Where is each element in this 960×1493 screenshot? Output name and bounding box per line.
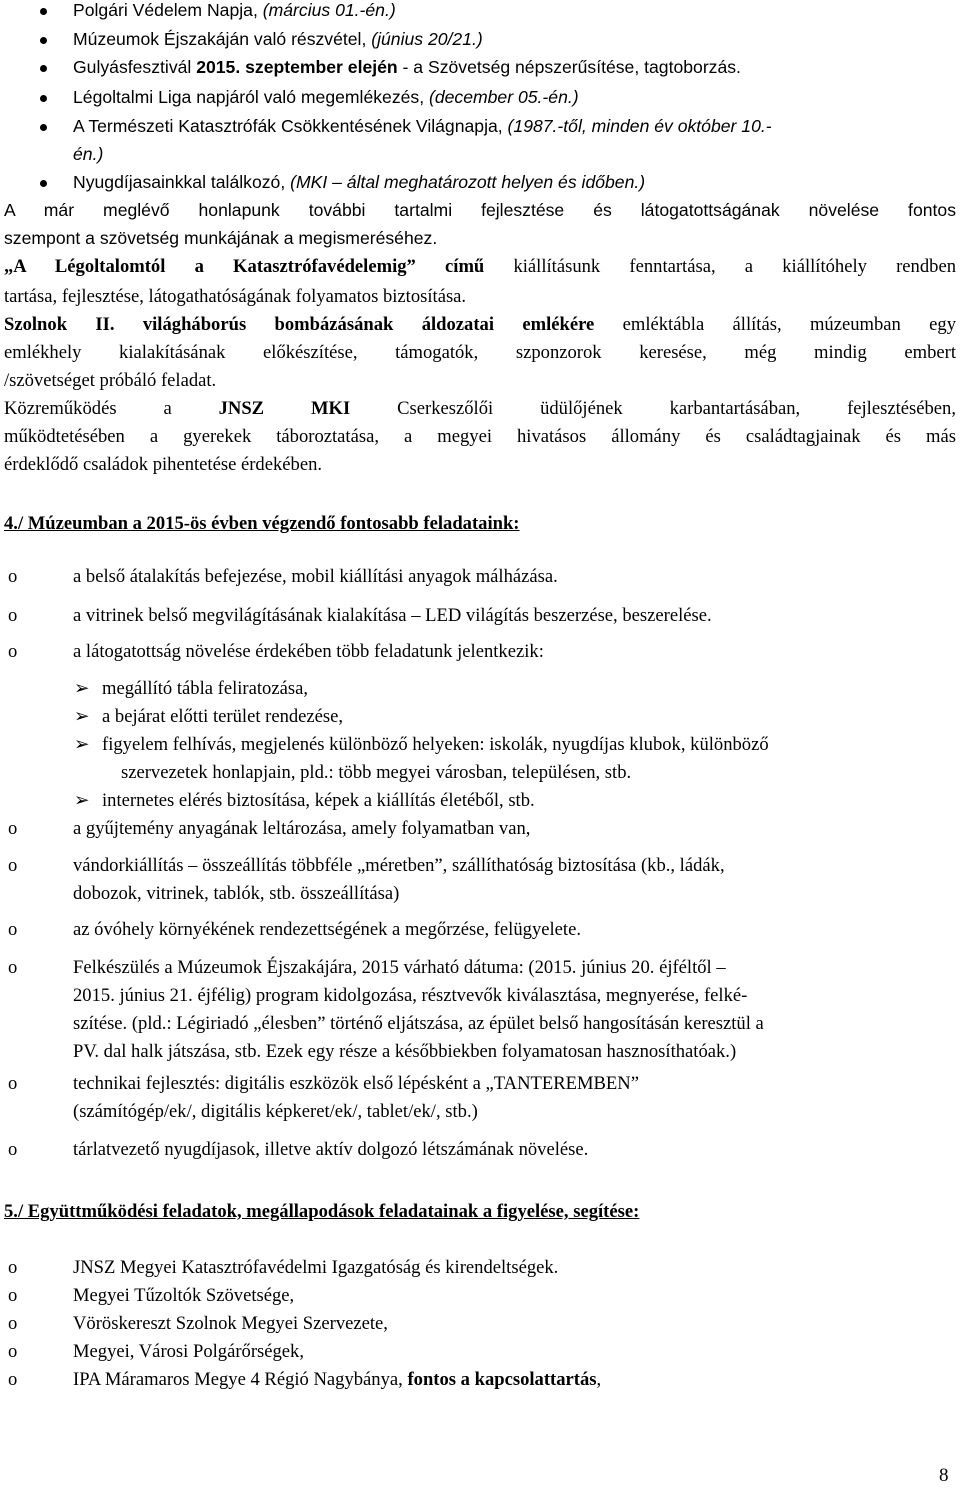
paragraph-line: Szolnok II. világháborús bombázásának áldozatai emlékére emléktábla állítás, múzeumban egy: [4, 314, 957, 335]
list-item: vándorkiállítás – összeállítás többféle „méretben”, szállíthatóság biztosítása (kb., ládák,: [73, 855, 725, 876]
list-item-continuation: szítése. (pld.: Légiriadó „élesben” történő eljátszása, az épület belső hangosításán keresztül a: [73, 1013, 764, 1034]
bullet-marker: o: [8, 855, 18, 876]
list-item: Nyugdíjasainkkal találkozó, (MKI – által meghatározott helyen és időben.): [73, 172, 646, 192]
bullet-marker: o: [8, 605, 18, 626]
paragraph-line: emlékhely kialakításának előkészítése, támogatók, szponzorok keresése, még mindig embert: [4, 342, 956, 363]
list-item: Vöröskereszt Szolnok Megyei Szervezete,: [73, 1313, 388, 1334]
arrow-icon: ➢: [74, 790, 90, 811]
list-item: technikai fejlesztés: digitális eszközök első lépésként a „TANTEREMBEN”: [73, 1073, 639, 1094]
section-heading: 5./ Együttműködési feladatok, megállapodások feladatainak a figyelése, segítése:: [4, 1201, 640, 1222]
bullet-marker: o: [8, 957, 18, 978]
bullet-marker: o: [8, 919, 18, 940]
bullet-dot: [40, 65, 47, 72]
sub-list-item-continuation: szervezetek honlapjain, pld.: több megyei városban, településen, stb.: [121, 762, 632, 783]
paragraph-line: A már meglévő honlapunk további tartalmi fejlesztése és látogatottságának növelése fontos: [4, 200, 956, 220]
list-item: Felkészülés a Múzeumok Éjszakájára, 2015 várható dátuma: (2015. június 20. éjféltől –: [73, 957, 726, 978]
sub-list-item: figyelem felhívás, megjelenés különböző helyeken: iskolák, nyugdíjas klubok, különböző: [102, 734, 769, 755]
list-item-continuation: PV. dal halk játszása, stb. Ezek egy része a későbbiekben folyamatosan hasznosíthatóak.): [73, 1041, 737, 1062]
list-item: Polgári Védelem Napja, (március 01.-én.): [73, 0, 396, 20]
bullet-marker: o: [8, 1313, 18, 1334]
list-item: Légoltalmi Liga napjáról való megemlékezés, (december 05.-én.): [73, 87, 579, 107]
bullet-marker: o: [8, 1341, 18, 1362]
list-item: a gyűjtemény anyagának leltározása, amely folyamatban van,: [73, 818, 531, 839]
list-item: JNSZ Megyei Katasztrófavédelmi Igazgatóság és kirendeltségek.: [73, 1257, 559, 1278]
list-item-continuation: 2015. június 21. éjfélig) program kidolgozása, résztvevők kiválasztása, megnyerése, felké-: [73, 985, 748, 1006]
page-number: 8: [939, 1465, 949, 1486]
list-item: az óvóhely környékének rendezettségének a megőrzése, felügyelete.: [73, 919, 581, 940]
list-item-continuation: (számítógép/ek/, digitális képkeret/ek/, tablet/ek/, stb.): [73, 1101, 478, 1122]
bullet-dot: [40, 95, 47, 102]
list-item: A Természeti Katasztrófák Csökkentésének Világnapja, (1987.-től, minden év október 10.-: [73, 116, 772, 136]
bullet-marker: o: [8, 818, 18, 839]
list-item: Múzeumok Éjszakáján való részvétel, (június 20/21.): [73, 29, 483, 49]
arrow-icon: ➢: [74, 734, 90, 755]
list-item: a belső átalakítás befejezése, mobil kiállítási anyagok málházása.: [73, 566, 558, 587]
list-item-continuation: én.): [73, 144, 104, 164]
bullet-marker: o: [8, 1369, 18, 1390]
sub-list-item: megállító tábla feliratozása,: [102, 678, 308, 699]
list-item: Gulyásfesztivál 2015. szeptember elején - a Szövetség népszerűsítése, tagtoborzás.: [73, 57, 741, 77]
paragraph-line: /szövetséget próbáló feladat.: [4, 370, 217, 391]
bullet-marker: o: [8, 1073, 18, 1094]
paragraph-line: érdeklődő családok pihentetése érdekében.: [4, 454, 323, 475]
bullet-marker: o: [8, 1257, 18, 1278]
list-item: a látogatottság növelése érdekében több feladatunk jelentkezik:: [73, 641, 544, 662]
paragraph-line: tartása, fejlesztése, látogathatóságának folyamatos biztosítása.: [4, 286, 467, 307]
arrow-icon: ➢: [74, 706, 90, 727]
list-item: Megyei, Városi Polgárőrségek,: [73, 1341, 304, 1362]
paragraph-line: „A Légoltalomtól a Katasztrófavédelemig” című kiállításunk fenntartása, a kiállítóhely rendben: [4, 256, 956, 277]
bullet-marker: o: [8, 641, 18, 662]
bullet-marker: o: [8, 566, 18, 587]
list-item: Megyei Tűzoltók Szövetsége,: [73, 1285, 295, 1306]
list-item: IPA Máramaros Megye 4 Régió Nagybánya, fontos a kapcsolattartás,: [73, 1369, 602, 1390]
sub-list-item: a bejárat előtti terület rendezése,: [102, 706, 344, 727]
bullet-dot: [40, 124, 47, 131]
bullet-dot: [40, 37, 47, 44]
paragraph-line: működtetésében a gyerekek táboroztatása, a megyei hivatásos állomány és családtagjainak és más: [4, 426, 956, 447]
section-heading: 4./ Múzeumban a 2015-ös évben végzendő fontosabb feladataink:: [4, 513, 520, 534]
bullet-dot: [40, 180, 47, 187]
list-item: tárlatvezető nyugdíjasok, illetve aktív dolgozó létszámának növelése.: [73, 1139, 589, 1160]
paragraph-line: szempont a szövetség munkájának a megismeréséhez.: [4, 228, 438, 248]
arrow-icon: ➢: [74, 678, 90, 699]
bullet-marker: o: [8, 1139, 18, 1160]
paragraph-line: Közreműködés a JNSZ MKI Cserkeszőlői üdülőjének karbantartásában, fejlesztésében,: [4, 398, 956, 419]
list-item-continuation: dobozok, vitrinek, tablók, stb. összeállítása): [73, 883, 400, 904]
bullet-dot: [40, 8, 47, 15]
bullet-marker: o: [8, 1285, 18, 1306]
sub-list-item: internetes elérés biztosítása, képek a kiállítás életéből, stb.: [102, 790, 535, 811]
list-item: a vitrinek belső megvilágításának kialakítása – LED világítás beszerzése, beszerelése.: [73, 605, 712, 626]
